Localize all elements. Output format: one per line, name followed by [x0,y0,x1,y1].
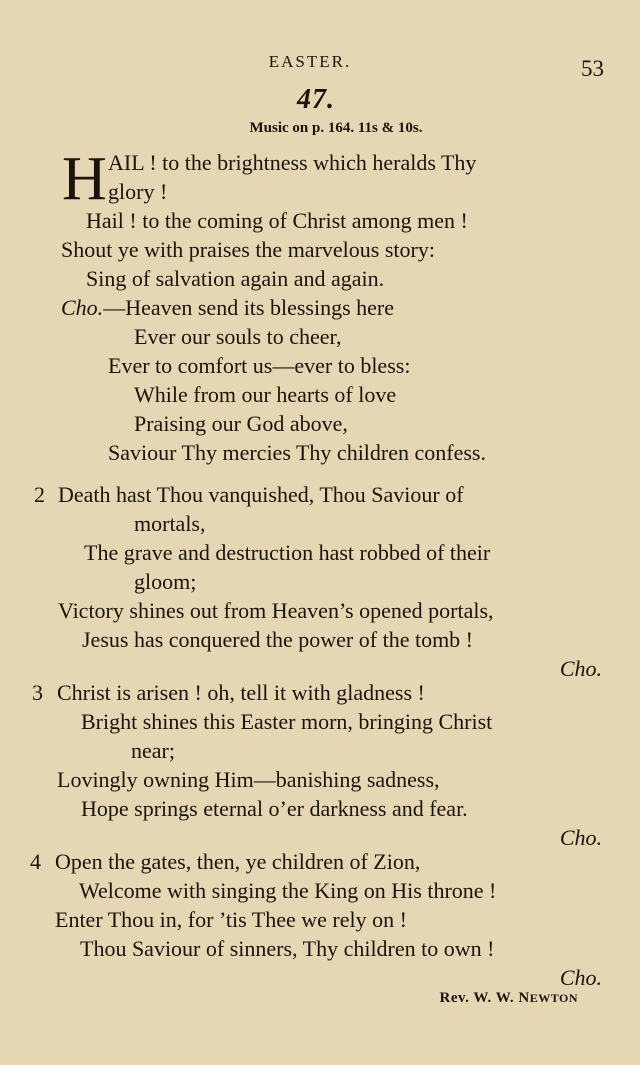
verse3-line4: Hope springs eternal o’er darkness and fear. [81,796,468,821]
verse2-line4: Jesus has conquered the power of the tomb ! [82,627,474,652]
verse2-chorus-ref: Cho. [559,656,602,681]
music-reference: Music on p. 164. 11s & 10s. [249,120,423,136]
page-number: 53 [581,56,604,81]
verse1-line2: Hail ! to the coming of Christ among men ! [86,208,468,233]
chorus-line6: Saviour Thy mercies Thy children confess. [108,440,486,465]
verse2-line1-cont: mortals, [134,511,206,536]
hymn-number: 47. [297,84,335,115]
chorus-label: Cho. [61,295,104,320]
verse4-number: 4 [30,849,41,874]
verse1-line1-cont: glory ! [108,179,168,204]
verse4-line3: Enter Thou in, for ’tis Thee we rely on ! [55,907,407,932]
verse2-line2-cont: gloom; [134,569,197,594]
chorus-line5: Praising our God above, [134,411,348,436]
verse2-line3: Victory shines out from Heaven’s opened portals, [58,598,494,623]
verse3-number: 3 [32,680,43,705]
verse1-line1: AIL ! to the brightness which heralds Thy [108,150,477,175]
verse2-line2: The grave and destruction hast robbed of their [84,540,491,565]
chorus-line1 [61,295,394,321]
chorus-line3: Ever to comfort us—ever to bless: [108,353,411,378]
verse1-line4: Sing of salvation again and again. [86,266,385,291]
verse3-line1: Christ is arisen ! oh, tell it with gladness ! [57,680,425,705]
verse4-line4: Thou Saviour of sinners, Thy children to own ! [80,936,495,961]
verse3-line2-cont: near; [131,738,175,763]
drop-cap: H [62,145,107,213]
verse1-line3: Shout ye with praises the marvelous story: [61,237,435,262]
verse4-line1: Open the gates, then, ye children of Zion, [55,849,421,874]
verse3-chorus-ref: Cho. [559,825,602,850]
chorus-line4: While from our hearts of love [134,382,397,407]
chorus-line1-text: —Heaven send its blessings here [103,295,395,320]
author-prefix: Rev. W. W. N [439,990,530,1006]
verse4-chorus-ref: Cho. [559,965,602,990]
chorus-line2: Ever our souls to cheer, [134,324,342,349]
author-credit [440,990,579,1007]
verse4-line2: Welcome with singing the King on His throne ! [79,878,497,903]
running-title: EASTER. [268,52,352,71]
author-suffix: EWTON [529,991,578,1005]
verse2-number: 2 [34,482,45,507]
verse3-line3: Lovingly owning Him—banishing sadness, [57,767,440,792]
verse3-line2: Bright shines this Easter morn, bringing Christ [81,709,493,734]
verse2-line1: Death hast Thou vanquished, Thou Saviour of [58,482,464,507]
